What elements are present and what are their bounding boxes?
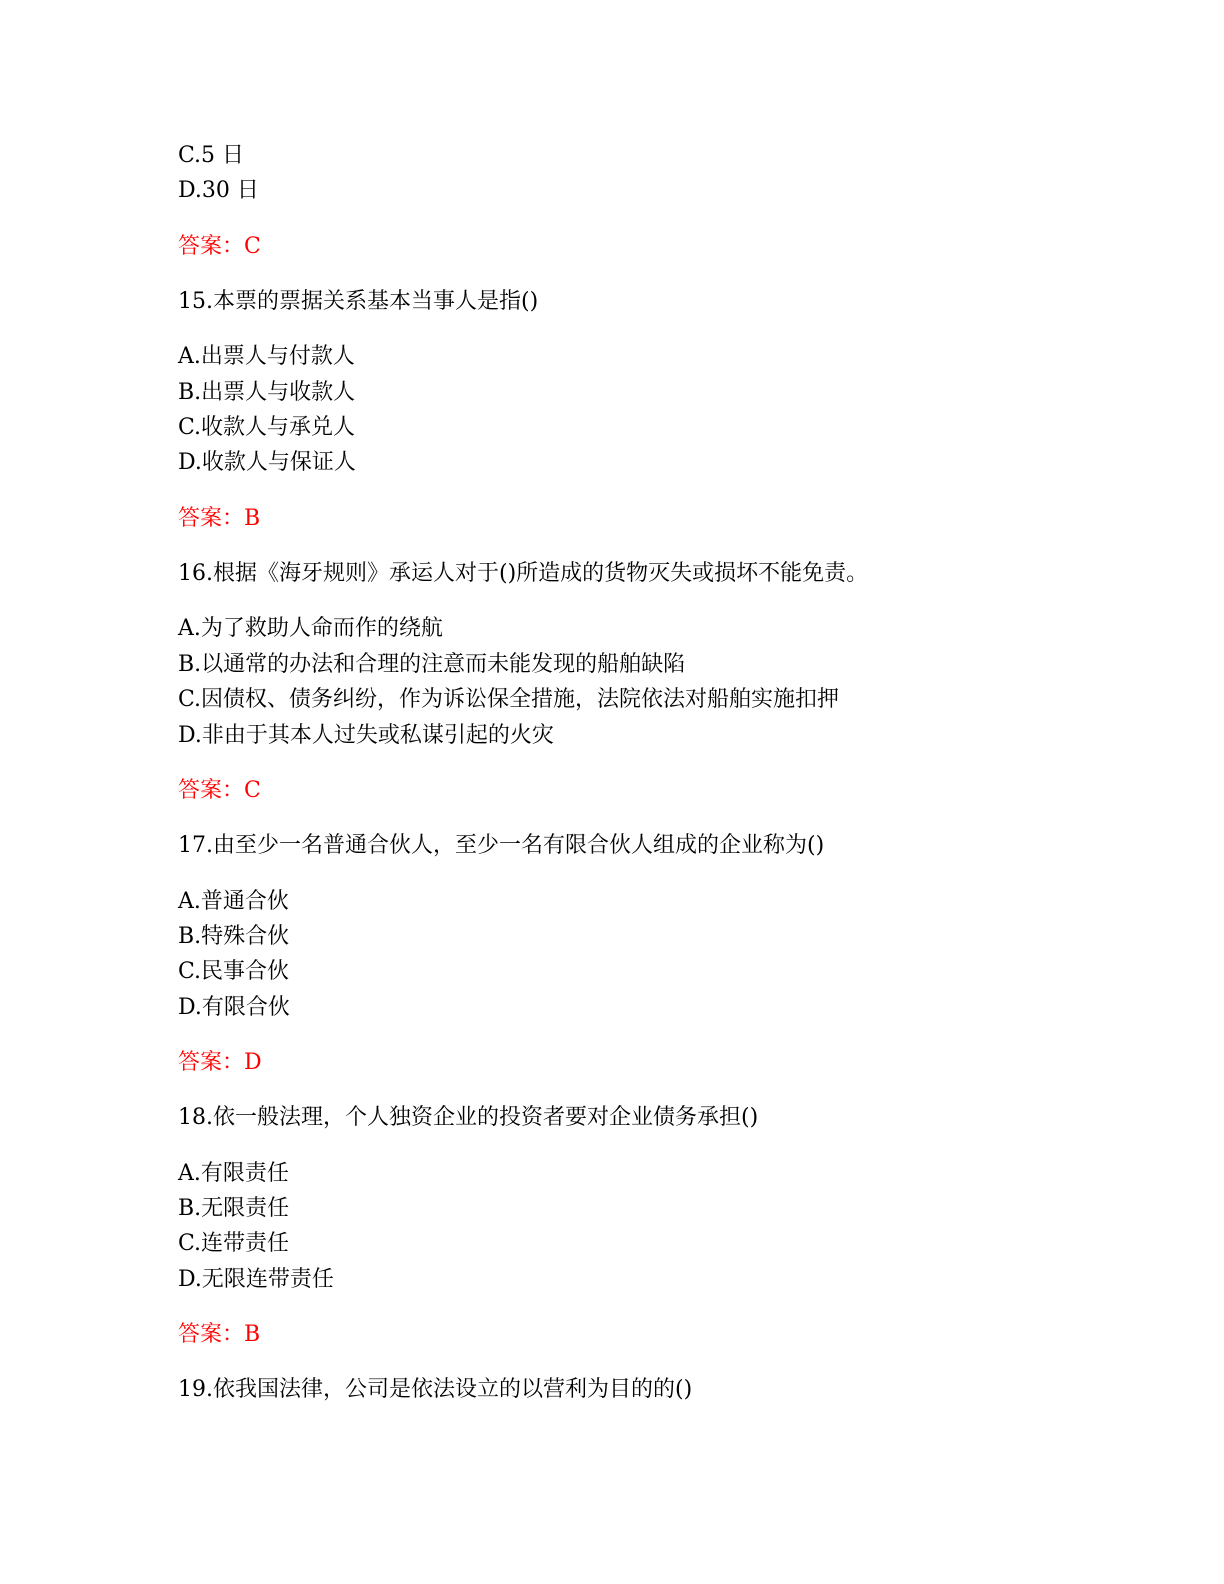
option-line: D.有限合伙: [178, 995, 290, 1020]
option-line: C.5 日: [178, 143, 245, 168]
option-line: D.收款人与保证人: [178, 450, 356, 475]
option-line: C.收款人与承兑人: [178, 415, 356, 440]
answer-line: 答案：C: [178, 234, 261, 259]
answer-line: 答案：B: [178, 1322, 261, 1347]
answer-line: 答案：C: [178, 778, 261, 803]
question-stem: 18.依一般法理，个人独资企业的投资者要对企业债务承担(): [178, 1105, 759, 1130]
option-line: C.因债权、债务纠纷，作为诉讼保全措施，法院依法对船舶实施扣押: [178, 687, 840, 712]
option-line: C.民事合伙: [178, 959, 290, 984]
option-line: B.以通常的办法和合理的注意而未能发现的船舶缺陷: [178, 652, 686, 677]
question-stem: 15.本票的票据关系基本当事人是指(): [178, 289, 539, 314]
option-line: B.无限责任: [178, 1196, 290, 1221]
option-line: D.非由于其本人过失或私谋引起的火灾: [178, 723, 554, 748]
question-stem: 19.依我国法律，公司是依法设立的以营利为目的的(): [178, 1377, 693, 1402]
option-line: A.有限责任: [178, 1161, 289, 1186]
answer-line: 答案：D: [178, 1050, 262, 1075]
question-stem: 16.根据《海牙规则》承运人对于()所造成的货物灭失或损坏不能免责。: [178, 561, 869, 586]
option-line: D.30 日: [178, 178, 259, 203]
option-line: A.为了救助人命而作的绕航: [178, 616, 443, 641]
option-line: A.普通合伙: [178, 889, 289, 914]
option-line: B.出票人与收款人: [178, 380, 356, 405]
option-line: C.连带责任: [178, 1231, 290, 1256]
option-line: B.特殊合伙: [178, 924, 290, 949]
question-stem: 17.由至少一名普通合伙人，至少一名有限合伙人组成的企业称为(): [178, 833, 825, 858]
option-line: D.无限连带责任: [178, 1267, 334, 1292]
answer-line: 答案：B: [178, 506, 261, 531]
option-line: A.出票人与付款人: [178, 344, 355, 369]
